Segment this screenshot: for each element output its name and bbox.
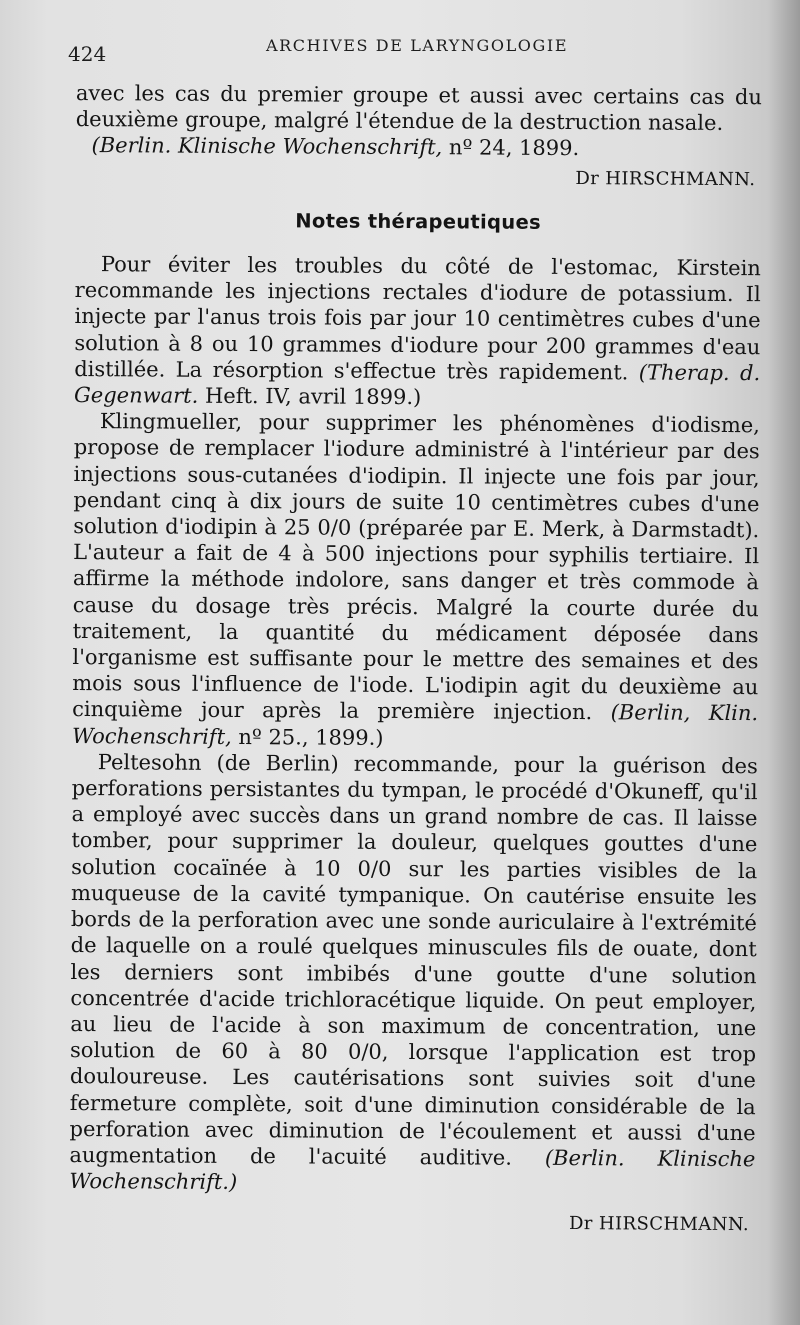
paragraph-text: Klingmueller, pour supprimer les phénomènes d'iodisme, propose de remplacer l'iodure administré à l'intérieur par des injections sous-cutanées d'iodipin. Il injecte une fois par jour, pendant cinq à dix jours de suite 10 centimètres cubes d'une solution d'iodipin à 25 0/0 (préparée par E. Merk, à Darmstadt). L'auteur a fait de 4 à 500 injections pour syphilis tertiaire. Il affirme la méthode indolore, sans danger et très commode à cause du dosage très précis. Malgré la courte durée du traitement, la quantité du médicament déposée dans l'organisme est suffisante pour le mettre des semaines et des mois sous l'influence de l'iode. L'iodipin agit du deuxième au cinquième jour après la première injection.	[72, 409, 760, 725]
section-heading: Notes thérapeutiques	[295, 209, 542, 234]
intro-reference-detail: nº 24, 1899.	[442, 135, 580, 161]
intro-text: avec les cas du premier groupe et aussi avec certains cas du deuxième groupe, malgré l'étendue de la destruction nasale.	[75, 80, 762, 136]
page-header	[68, 32, 760, 66]
intro-reference	[76, 132, 762, 162]
intro-paragraph	[76, 80, 762, 137]
paragraph-reference-detail: nº 25., 1899.)	[231, 724, 384, 750]
paragraph-reference-source: (Berlin. Klinische Wochenschrift.)	[69, 1145, 756, 1195]
intro-signature: Dr HIRSCHMANN.	[575, 167, 756, 190]
section-signature: Dr HIRSCHMANN.	[568, 1213, 750, 1236]
paragraph-klingmueller	[72, 408, 760, 753]
paragraph-text: Peltesohn (de Berlin) recommande, pour la guérison des perforations persistantes du tympan, le procédé d'Okuneff, qu'il a employé avec succès dans un grand nombre de cas. Il laisse tomber, pour supprimer la douleur, quelques gouttes d'une solution cocaïnée à 10 0/0 sur les parties visibles de la muqueuse de la cavité tympanique. On cautérise ensuite les bords de la perforation avec une sonde auriculaire à l'extrémité de laquelle on a roulé quelques minuscules fils de ouate, dont les derniers sont imbibés d'une goutte d'une solution concentrée d'acide trichloracétique liquide. On peut employer, au lieu de l'acide à son maximum de concentration, une solution de 60 à 80 0/0, lorsque l'application est trop douloureuse. Les cautérisations sont suivies soit d'une fermeture complète, soit d'une diminution considérable de la perforation avec diminution de l'écoulement et aussi d'une augmentation de l'acuité auditive.	[69, 750, 758, 1170]
paragraph-kirstein	[74, 251, 761, 412]
paragraph-reference-source: (Berlin, Klin. Wochenschrift,	[71, 700, 759, 749]
body-text	[69, 80, 762, 1239]
paragraph-reference-detail: Heft. IV, avril 1899.)	[198, 383, 422, 410]
paragraph-text: Pour éviter les troubles du côté de l'estomac, Kirstein recommande les injections rectales d'iodure de potassium. Il injecte par l'anus trois fois par jour 10 centimètres cubes d'une solution à 8 ou 10 grammes d'iodure pour 200 grammes d'eau distillée. La résorption s'effectue très rapidement.	[74, 252, 761, 385]
intro-reference-source: (Berlin. Klinische Wochenschrift,	[91, 133, 443, 160]
running-title: ARCHIVES DE LARYNGOLOGIE	[266, 36, 569, 55]
page-number: 424	[68, 42, 107, 66]
paragraph-reference-source: (Therap. d. Gegenwart.	[74, 360, 761, 408]
paragraph-peltesohn	[69, 749, 758, 1199]
